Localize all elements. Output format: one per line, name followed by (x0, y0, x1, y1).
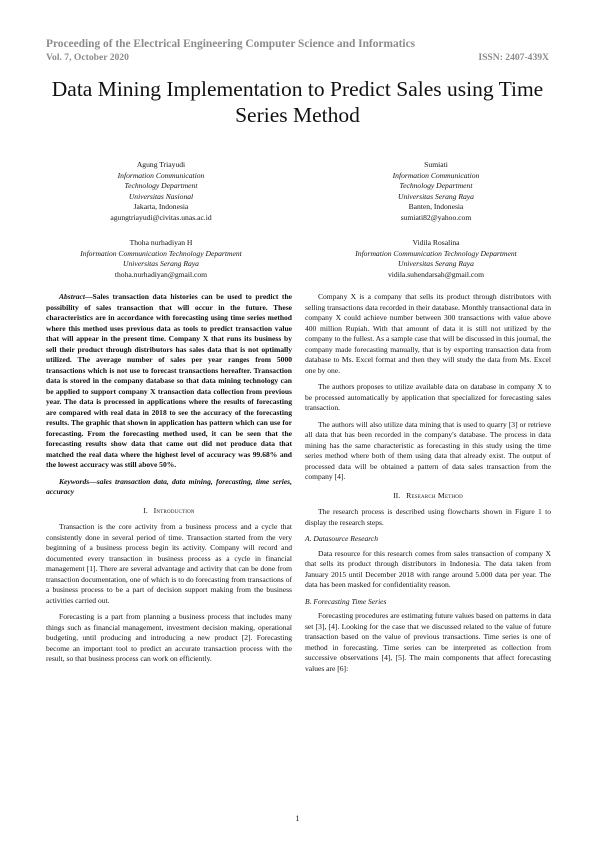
method-paragraph-1: The research process is described using flowcharts shown in Figure 1 to display the research steps. (305, 507, 551, 527)
author-name: Thoha nurhadiyan H (129, 238, 193, 247)
abstract-text: —Sales transaction data histories can be used to predict the possibility of sales transaction that will occur in the future. These characteristics are in accordance with forecasting using time series method where this method uses previous data as tools to predict transaction value that will appear in the present time. Company X that runs its business by sell their product through distributors has sales data that is not optimally utilized. The average number of sales per year ranges from 5000 transactions which is not use to forecast transactions hereafter. Transaction data is stored in the company database so that data mining technology can be applied to support company X transaction data collection from previous year. The data is processed in applications where the results of forecasting are compared with real data in 2018 to see the accuracy of the forecasting results. The graphic that shown in application has pattern which can use for forecasting. From the forecasting method used, it can be seen that the forecasting results show data that came out did not produce data that matched the real data where the highest level of accuracy was 99.68% and the lowest accuracy was still above 50%. (46, 292, 292, 469)
author-dept: Technology Department (124, 181, 198, 190)
section-heading-research-method (305, 491, 551, 502)
section-number: II. (393, 490, 401, 500)
author-univ: Universitas Serang Raya (398, 259, 474, 268)
paper-title: Data Mining Implementation to Predict Sales using Time Series Method (51, 77, 544, 127)
keywords-lead: Keywords (59, 476, 90, 486)
section-heading-introduction (46, 506, 292, 517)
author-dept: Information Communication (117, 170, 205, 180)
journal-info-row (46, 52, 549, 63)
author-city: Banten, Indonesia (408, 202, 464, 211)
right-paragraph-1: Company X is a company that sells its product through distributors with selling transactions data recorded in their database. Monthly transactional data in company X could achieve number between 300 transactions with value above 400 million Rupiah. With that amount of data it is still not utilized by the company to the fullest. As a sample case that will be discussed in this journal, the company made forecasting manually, that is by exporting transaction data from database to Ms. Excel format and then they will study the data from Ms. Excel one by one. (305, 292, 551, 375)
section-number: I. (143, 505, 148, 515)
author-name: Vidila Rosalina (412, 238, 460, 247)
author-2 (316, 160, 556, 223)
author-dept: Information Communication (392, 170, 480, 180)
right-paragraph-2: The authors proposes to utilize available data on database in company X to be processed automatically by application that specialized for forecasting sales transaction. (305, 382, 551, 412)
journal-issn: ISSN: 2407-439X (478, 52, 549, 63)
author-univ: Universitas Nasional (128, 191, 194, 201)
keywords (46, 477, 292, 498)
intro-paragraph-2: Forecasting is a part from planning a business process that includes many things such as financial management, investment decision making, operational budgeting, until producing and introducing a new product [2]. Forecasting become an important tool to predict an accurate transaction process with the result, so that business process can work on efficiently. (46, 612, 292, 663)
author-name: Sumiati (424, 160, 448, 169)
section-title: Research Method (406, 490, 463, 500)
keywords-text: —sales transaction data, data mining, forecasting, time series, accuracy (46, 476, 292, 496)
author-1 (36, 160, 286, 223)
subsection-heading-forecasting: B. Forecasting Time Series (305, 596, 387, 606)
section-title: Introduction (153, 505, 195, 515)
author-name: Agung Triayudi (136, 160, 186, 169)
author-univ: Universitas Serang Raya (123, 259, 199, 268)
author-dept: Information Communication Technology Department (355, 248, 517, 258)
abstract (46, 292, 292, 471)
intro-paragraph-1: Transaction is the core activity from a business process and a cycle that consistently done in several period of time. Transaction started from the very beginning of a business process begin its activity. Company will record and documented every transaction in business process as a cycle in financial management [1]. There are several advantage and activity that can be done from transaction documentation, one of which is to do forecasting from transactions of a business process to be a part of decision support making from the business activities carried out. (46, 522, 292, 605)
author-dept: Technology Department (399, 181, 473, 190)
author-4 (316, 238, 556, 280)
journal-volume: Vol. 7, October 2020 (46, 52, 129, 63)
author-3 (36, 238, 286, 280)
author-city: Jakarta, Indonesia (133, 202, 189, 211)
subsection-heading-datasource: A. Datasource Research (305, 534, 379, 543)
right-paragraph-3: The authors will also utilize data mining that is used to quarry [3] or retrieve all data that has been recorded in the company's database. The process in data mining has the same characteristic as forecasting in this study using the time series method where both of them using data that already exist. The output of processed data will be obtained a pattern of data sales transaction from the company [4]. (305, 419, 551, 481)
author-univ: Universitas Serang Raya (398, 191, 474, 201)
author-email: agungtriayudi@civitas.unas.ac.id (110, 212, 212, 222)
forecasting-paragraph: Forecasting procedures are estimating future values based on patterns in data set [3], [4]. Looking for the case that we discussed related to the value of future transaction based on the value of previous transactions. Time series is one of method in forecasting. Time series can be interpreted as collection from successive observations [4], [5]. The main components that affect forecasting values are [6]: (305, 611, 551, 673)
author-email: sumiati82@yahoo.com (400, 212, 472, 222)
datasource-paragraph: Data resource for this research comes from sales transaction of company X that sells its product through distributors in Indonesia. The data taken from January 2015 until December 2018 with range around 5.000 data per year. The data has been masked for confidentiality reason. (305, 548, 551, 589)
page-number: 1 (295, 814, 300, 823)
right-column (305, 292, 551, 680)
author-dept: Information Communication Technology Department (80, 248, 242, 258)
journal-name: Proceeding of the Electrical Engineering Computer Science and Informatics (46, 38, 416, 50)
author-email: thoha.nurhadiyan@gmail.com (114, 269, 208, 279)
author-email: vidila.suhendarsah@gmail.com (388, 269, 484, 279)
abstract-lead: Abstract (59, 292, 85, 301)
left-column (46, 292, 292, 671)
